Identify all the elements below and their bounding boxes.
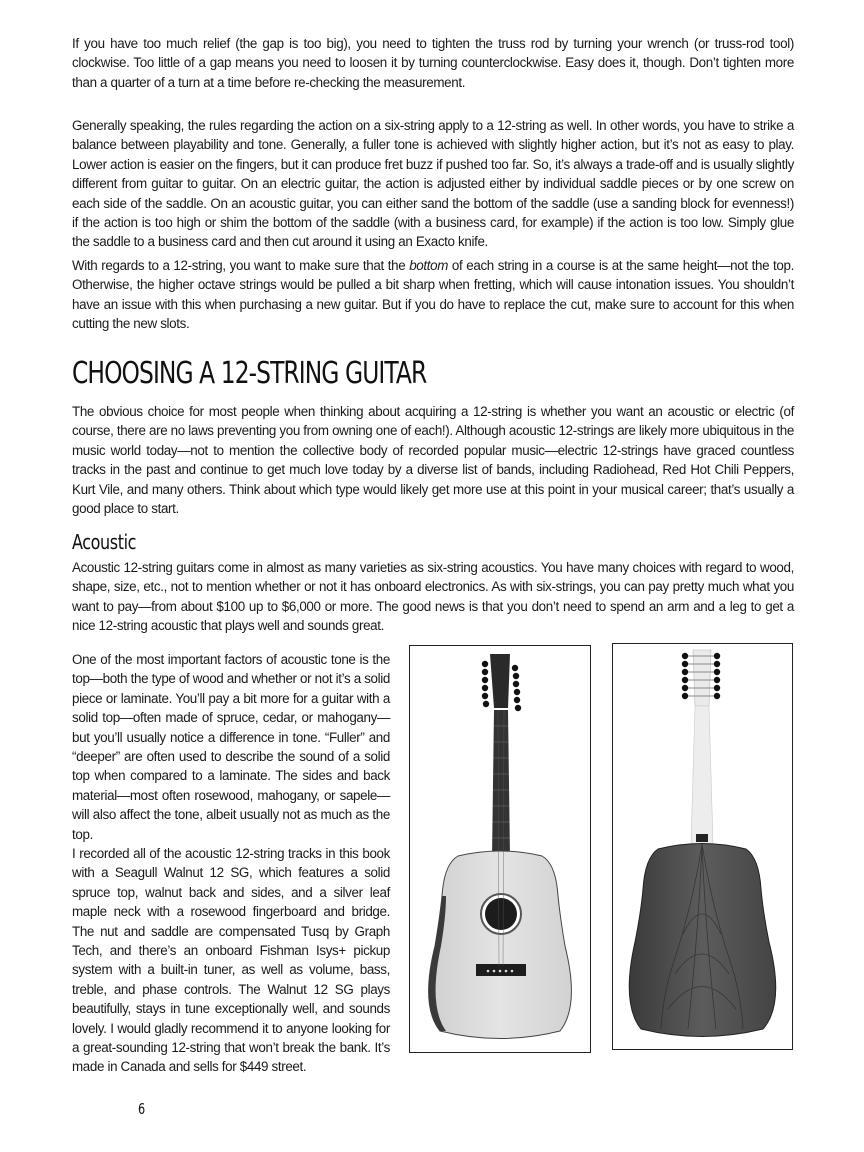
guitar-back-illustration [613,644,792,1049]
text-run: of each string in a course is at the same height—not the top. Otherwise, the higher octave strings would be pulled a bit sharp when fretting, which will cause intonation issues. You shouldn’t have an issue with this when purchasing a new guitar. But if you do have to replace the cut, make sure to account for this when cutting the new slots. [72,258,794,332]
paragraph-acoustic-intro: Acoustic 12-string guitars come in almost as many varieties as six-string acoustics. You have many choices with regard to wood, shape, size, etc., not to mention whether or not it has onboard electronics. As with six-strings, you can pay pretty much what you want to pay—from about $100 up to $6,000 or more. The good news is that you don’t need to spend an arm and a leg to get a nice 12-string acoustic that plays well and sounds great. [72,560,794,634]
subsection-heading: Acoustic [72,530,137,554]
paragraph-seagull: I recorded all of the acoustic 12-string tracks in this book with a Seagull Walnut 12 SG, which features a solid spruce top, walnut back and sides, and a silver leaf maple neck with a rosewood fingerboard and bridge. The nut and saddle are compensated Tusq by Graph Tech, and there’s an onboard Fishman Isys+ pickup system with a built-in tuner, as well as volume, bass, treble, and phase controls. The Walnut 12 SG plays beautifully, stays in tune exceptionally well, and sounds lovely. I would gladly recommend it to anyone looking for a great-sounding 12-string that won’t break the bank. It’s made in Canada and sells for $449 street. [72,846,390,1075]
text-run: With regards to a 12-string, you want to make sure that the [72,258,410,273]
paragraph-course-height [72,256,794,334]
paragraph-truss-rod: If you have too much relief (the gap is too big), you need to tighten the truss rod by turning your wrench (or truss-rod tool) clockwise. Too little of a gap means you need to loosen it by turning counterclockwise. Easy does it, though. Don’t tighten more than a quarter of a turn at a time before re-checking the measurement. [72,36,794,90]
paragraph-action: Generally speaking, the rules regarding the action on a six-string apply to a 12-string as well. In other words, you have to strike a balance between playability and tone. Generally, a fuller tone is achieved with slightly higher action, but it’s not as easy to play. Lower action is easier on the fingers, but it can produce fret buzz if pushed too far. So, it’s always a trade-off and is usually slightly different from guitar to guitar. On an electric guitar, the action is adjusted either by individual saddle pieces or by one screw on each side of the saddle. On an acoustic guitar, you can either sand the bottom of the saddle (use a sanding block for evenness!) if the action is too high or shim the bottom of the saddle (with a business card, for example) if the action is too low. Simply glue the saddle to a business card and then cut around it using an Exacto knife. [72,118,794,250]
paragraph-tone: One of the most important factors of acoustic tone is the top—both the type of wood and whether or not it’s a solid piece or laminate. You’ll pay a bit more for a guitar with a solid top—often made of spruce, cedar, or mahogany—but you’ll usually notice a difference in tone. “Fuller” and “deeper” are often used to describe the sound of a solid top when compared to a laminate. The sides and back material—most often rosewood, mahogany, or sapele—will also affect the tone, albeit usually not as much as the top. [72,652,390,842]
emphasis-bottom: bottom [409,258,449,273]
guitar-front-illustration [410,646,590,1052]
paragraph-choosing: The obvious choice for most people when thinking about acquiring a 12-string is whether you want an acoustic or electric (of course, there are no laws preventing you from owning one of each!). Although acoustic 12-strings are likely more ubiquitous in the music world today—not to mention the collective body of recorded popular music—electric 12-strings have graced countless tracks in the past and continue to get much love today by a diverse list of bands, including Radiohead, Red Hot Chili Peppers, Kurt Vile, and many others. Think about which type would likely get more use at this point in your musical career; that’s usually a good place to start. [72,404,794,517]
section-heading: CHOOSING A 12-STRING GUITAR [72,356,427,391]
guitar-back-photo [612,643,793,1050]
page-number: 6 [138,1100,146,1118]
guitar-front-photo [409,645,591,1053]
